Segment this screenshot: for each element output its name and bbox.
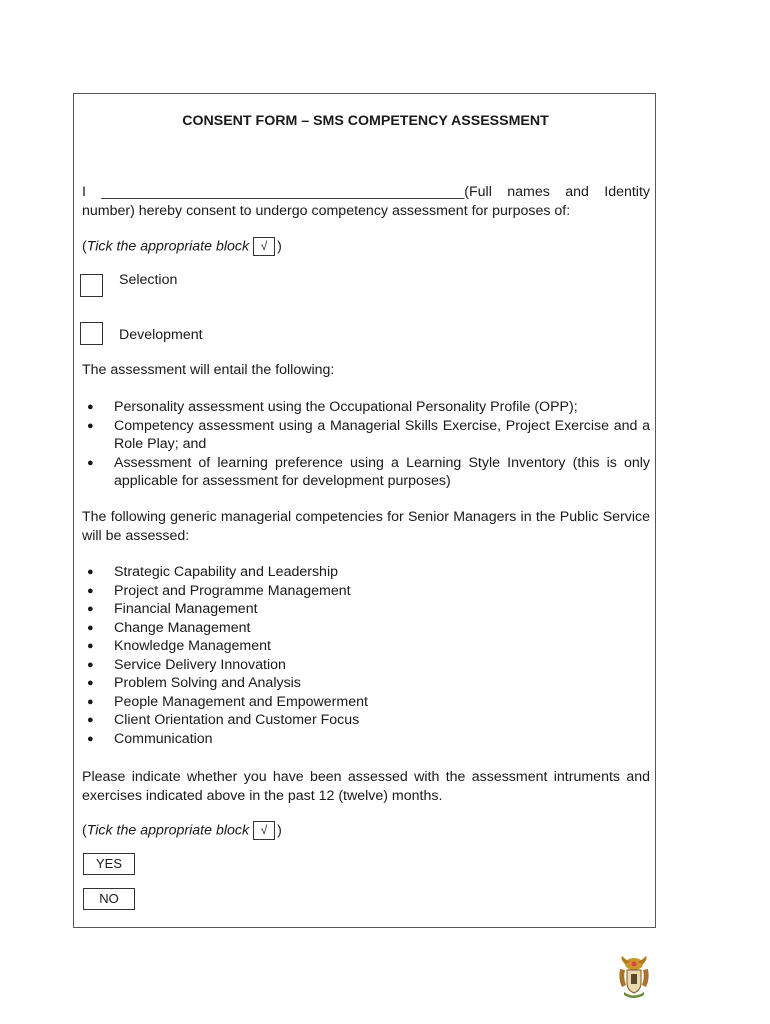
tick-close-paren: ) [277,238,282,255]
bullet-icon: ● [87,456,94,469]
list-item: ● Project and Programme Management [87,582,351,599]
consent-line-2: number) hereby consent to undergo competency assessment for purposes of: [82,202,571,219]
form-title: CONSENT FORM – SMS COMPETENCY ASSESSMENT [182,113,549,129]
competencies-list [82,563,650,748]
list-item: ● Client Orientation and Customer Focus [87,712,360,728]
no-checkbox[interactable]: NO [83,888,135,910]
coat-of-arms-icon [616,955,652,1001]
list-item: ● Financial Management [87,601,258,617]
bullet-icon: ● [87,621,94,634]
bullet-icon: ● [87,658,94,671]
tick-example-box [253,237,275,256]
bullet-icon: ● [87,677,94,689]
bullet-icon: ● [87,566,94,578]
tick-example-box [253,821,275,840]
bullet-icon: ● [87,419,94,432]
development-label: Development [119,327,203,343]
list-item: ● Communication [87,730,213,747]
tick-instruction-2 [82,821,282,840]
development-checkbox[interactable] [80,322,103,345]
bullet-icon: ● [87,401,94,413]
list-item: ● Assessment of learning preference using a Learning Style Inventory (this is only applicable for assessment for development purposes) [87,454,650,489]
bullet-icon: ● [87,603,94,615]
tick-open-paren: ( [82,238,87,255]
tick-instruction-text: Tick the appropriate block [86,822,250,839]
check-mark-icon: √ [260,239,268,253]
bullet-icon: ● [87,732,94,745]
assessment-list [82,398,650,491]
competencies-intro: The following generic managerial competencies for Senior Managers in the Public Service will be assessed: [82,509,650,544]
bullet-icon: ● [87,584,94,597]
assessment-intro: The assessment will entail the following: [82,362,335,378]
tick-instruction-1 [82,237,282,256]
list-item: ● Change Management [87,619,251,636]
consent-statement [82,183,650,220]
bullet-icon: ● [87,695,94,708]
check-mark-icon: √ [260,823,268,837]
bullet-icon: ● [87,714,94,726]
list-item: ● Problem Solving and Analysis [87,675,301,691]
list-item: ● Strategic Capability and Leadership [87,564,338,580]
tick-close-paren: ) [277,822,282,839]
list-item: ● Knowledge Management [87,638,271,654]
tick-instruction-text: Tick the appropriate block [86,238,250,255]
consent-line-1: I ______________________________________________(Full names and Identity [82,184,650,200]
yes-checkbox[interactable]: YES [83,853,135,875]
list-item: ● People Management and Empowerment [87,693,368,710]
consent-form-frame [73,93,656,928]
bullet-icon: ● [87,640,94,652]
selection-checkbox[interactable] [80,274,103,297]
tick-open-paren: ( [82,822,87,839]
list-item: ● Personality assessment using the Occupational Personality Profile (OPP); [87,399,578,415]
past-assessment-question: Please indicate whether you have been assessed with the assessment intruments and exercises indicated above in the past 12 (twelve) months. [82,769,650,804]
selection-label: Selection [119,272,178,288]
list-item: ● Competency assessment using a Managerial Skills Exercise, Project Exercise and a Role Play; and [87,417,650,452]
list-item: ● Service Delivery Innovation [87,656,286,673]
